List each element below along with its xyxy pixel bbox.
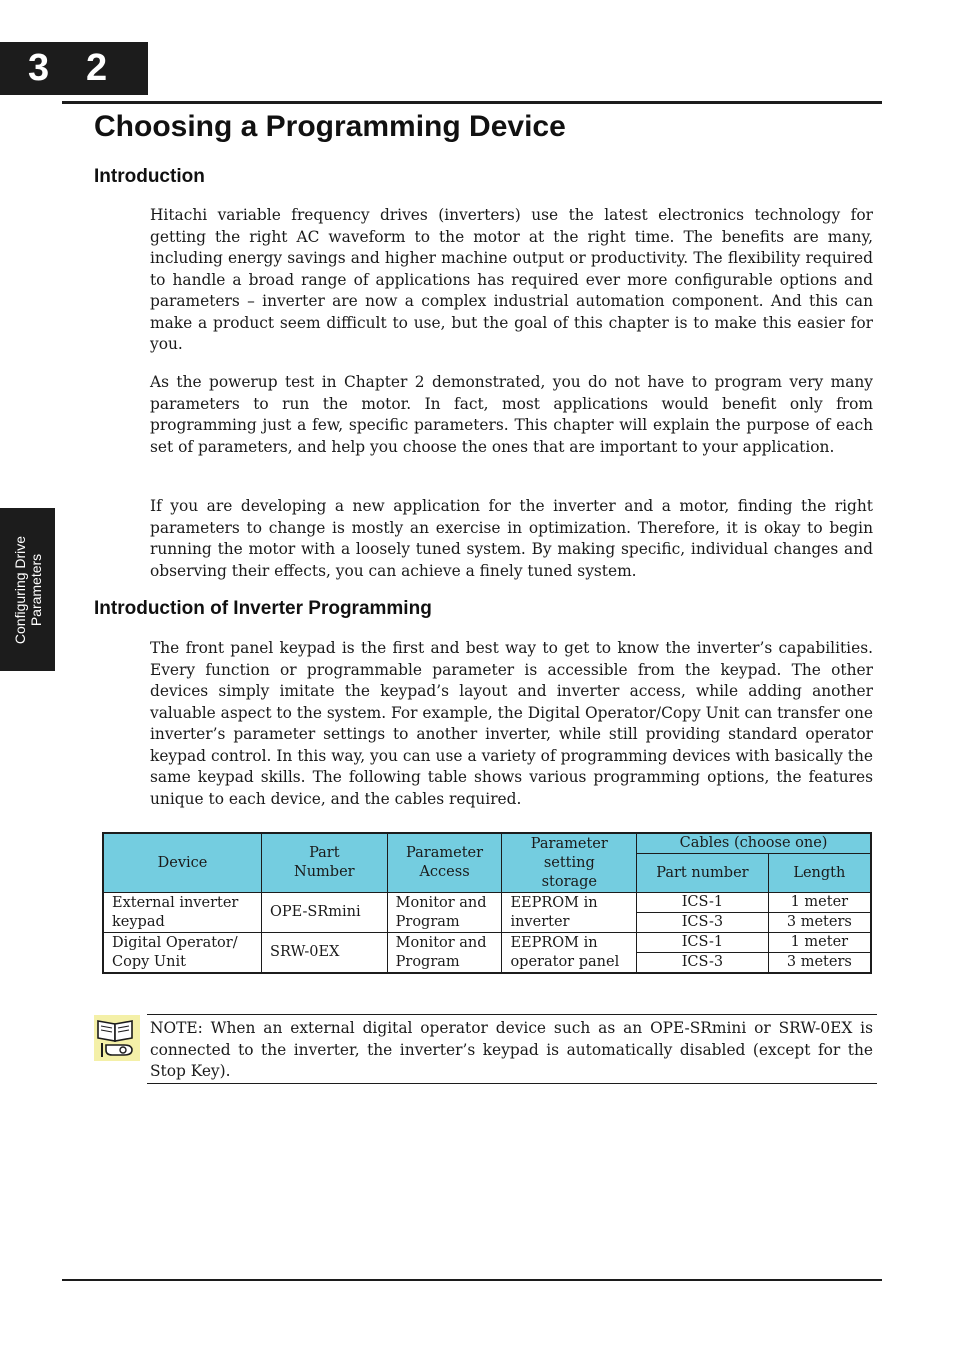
- page-number: 2: [86, 47, 108, 89]
- header-parameter-access: Parameter Access: [387, 833, 502, 893]
- cell-storage: EEPROM in inverter: [502, 893, 637, 933]
- cell-cable-length: 1 meter: [768, 893, 871, 913]
- side-tab-line-1: Configuring Drive: [11, 535, 28, 644]
- table-row: [103, 893, 871, 913]
- table-row: [103, 933, 871, 953]
- cell-part: SRW-0EX: [262, 933, 388, 974]
- header-part-number: Part Number: [262, 833, 388, 893]
- note-top-rule: [147, 1014, 877, 1015]
- side-section-tab: [0, 508, 55, 671]
- header-cable-part: Part number: [637, 854, 769, 893]
- side-tab-line-2: Parameters: [27, 553, 44, 626]
- programming-devices-table: [102, 832, 872, 974]
- header-device: Device: [103, 833, 262, 893]
- page-title: Choosing a Programming Device: [94, 110, 566, 143]
- intro-paragraph-1: Hitachi variable frequency drives (inverters) use the latest electronics technology for getting the right AC waveform to the motor at the right time. The benefits are many, including energy savings and higher machine output or productivity. The flexibility required to handle a broad range of applications has required ever more configurable options and parameters – inverter are now a complex industrial automation component. And this can make a product seem difficult to use, but the goal of this chapter is to make this easier for you.: [150, 206, 873, 353]
- note-label: NOTE: [150, 1019, 198, 1037]
- cell-cable-part: ICS-1: [637, 893, 769, 913]
- section-heading-introduction: Introduction: [94, 166, 205, 187]
- programming-paragraph: The front panel keypad is the first and best way to get to know the inverter’s capabilities. Every function or programmable parameter is accessible from the keypad. The other devices simply imitate the keypad’s layout and inverter access, while adding another valuable aspect to the system. For example, the Digital Operator/Copy Unit can transfer one inverter’s parameter settings to another inverter, while still providing standard operator keypad control. In this way, you can use a variety of programming devices with basically the same keypad skills. The following table shows various programming options, the features unique to each device, and the cables required.: [150, 639, 873, 808]
- cell-cable-length: 3 meters: [768, 953, 871, 974]
- header-cable-length: Length: [768, 854, 871, 893]
- side-tab-label: [12, 535, 44, 643]
- intro-paragraph-2: As the powerup test in Chapter 2 demonstrated, you do not have to program very many parameters to run the motor. In fact, most applications would benefit only from programming just a few, specific parameters. This chapter will explain the purpose of each set of parameters, and help you choose the ones that are important to your application.: [150, 373, 873, 456]
- cell-storage: EEPROM in operator panel: [502, 933, 637, 974]
- chapter-page-tab: [0, 42, 148, 95]
- note-text: [150, 1018, 873, 1083]
- header-rule: [62, 101, 882, 104]
- cell-cable-length: 1 meter: [768, 933, 871, 953]
- note-body: : When an external digital operator device such as an OPE-SRmini or SRW-0EX is connected to the inverter, the inverter’s keypad is automatically disabled (except for the Stop Key).: [150, 1019, 873, 1080]
- note-book-hand-icon: [94, 1015, 140, 1061]
- cell-device: Digital Operator/ Copy Unit: [103, 933, 262, 974]
- cell-cable-part: ICS-1: [637, 933, 769, 953]
- cell-device: External inverter keypad: [103, 893, 262, 933]
- header-parameter-storage: Parameter setting storage: [502, 833, 637, 893]
- cell-access: Monitor and Program: [387, 893, 502, 933]
- header-cables: Cables (choose one): [637, 833, 871, 854]
- footer-rule: [62, 1279, 882, 1281]
- intro-paragraph-3: If you are developing a new application for the inverter and a motor, finding the right parameters to change is mostly an exercise in optimization. Therefore, it is okay to begin running the motor with a loosely tuned system. By making specific, individual changes and observing their effects, you can achieve a finely tuned system.: [150, 497, 873, 580]
- cell-cable-part: ICS-3: [637, 913, 769, 933]
- cell-access: Monitor and Program: [387, 933, 502, 974]
- note-bottom-rule: [147, 1083, 877, 1084]
- cell-cable-length: 3 meters: [768, 913, 871, 933]
- table-header-row: [103, 833, 871, 854]
- chapter-number: 3: [28, 47, 50, 89]
- cell-cable-part: ICS-3: [637, 953, 769, 974]
- cell-part: OPE-SRmini: [262, 893, 388, 933]
- section-heading-programming: Introduction of Inverter Programming: [94, 598, 432, 619]
